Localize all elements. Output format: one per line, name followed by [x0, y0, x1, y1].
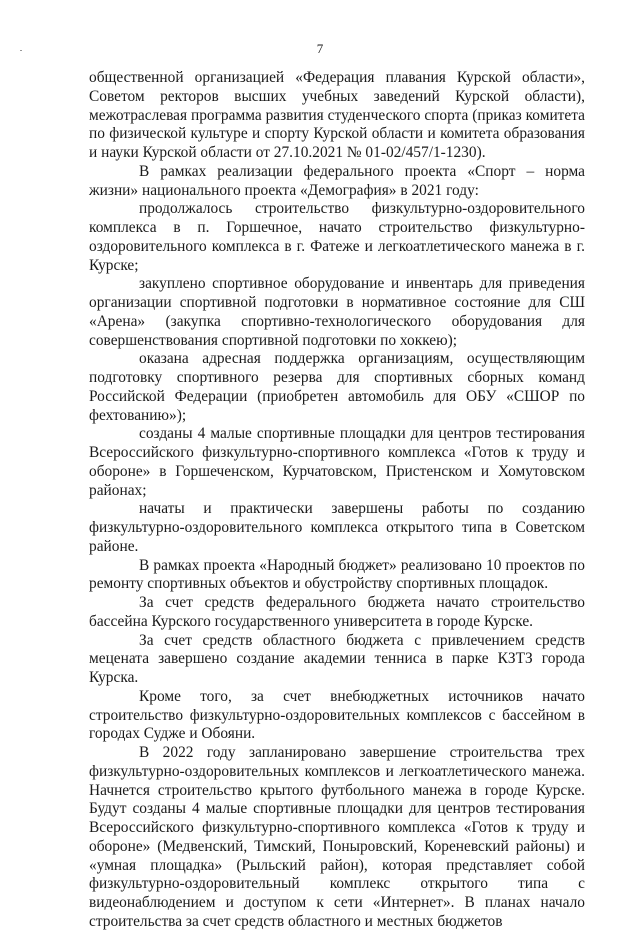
document-body	[89, 69, 585, 932]
paragraph-5: оказана адресная поддержка организациям, осуществляющим подготовку спортивного резерва для спортивных сборных команд Российской Федерации (приобретен автомобиль для ОБУ «СШОР по фехтованию»);	[89, 350, 585, 424]
paragraph-4: закуплено спортивное оборудование и инвентарь для приведения организации спортивной подготовки в нормативное состояние для СШ «Арена» (закупка спортивно-технологического оборудования для совершенствования спортивной подготовки по хоккею);	[89, 275, 585, 349]
paragraph-10: За счет средств областного бюджета с привлечением средств мецената завершено создание академии тенниса в парке КЗТЗ города Курска.	[89, 631, 585, 686]
paragraph-6: созданы 4 малые спортивные площадки для центров тестирования Всероссийского физкультурно-спортивного комплекса «Готов к труду и обороне» в Горшеченском, Курчатовском, Пристенском и Хомутовском районах;	[89, 425, 585, 499]
paragraph-11: Кроме того, за счет внебюджетных источников начато строительство физкультурно-оздоровительных комплексов с бассейном в городах Судже и Обояни.	[89, 687, 585, 743]
paragraph-9: За счет средств федерального бюджета начато строительство бассейна Курского государственного университета в городе Курске.	[89, 594, 585, 630]
paragraph-12: В 2022 году запланировано завершение строительства трех физкультурно-оздоровительных комплексов и легкоатлетического манежа. Начнется строительство крытого футбольного манежа в городе Курске. Будут созданы 4 малые спортивные площадки для центров тестирования Всероссийского физкультурно-спортивного комплекса «Готов к труду и обороне» (Медвенский, Тимский, Поныровский, Кореневский районы) и «умная площадка» (Рыльский район), которая представляет собой физкультурно-оздоровительный комплекс открытого типа с видеонаблюдением и доступом к сети «Интернет». В планах начало строительства за счет средств областного и местных бюджетов	[89, 744, 585, 930]
paragraph-8: В рамках проекта «Народный бюджет» реализовано 10 проектов по ремонту спортивных объектов и обустройству спортивных площадок.	[89, 556, 585, 593]
paragraph-3: продолжалось строительство физкультурно-оздоровительного комплекса в п. Горшечное, начато строительство физкультурно-оздоровительного комплекса в г. Фатеже и легкоатлетического манежа в г. Курске;	[89, 200, 585, 274]
paragraph-1: общественной организацией «Федерация плавания Курской области», Советом ректоров высших учебных заведений Курской области), межотраслевая программа развития студенческого спорта (приказ комитета по физической культуре и спорту Курской области и комитета образования и науки Курской области от 27.10.2021 № 01-02/457/1-1230).	[89, 69, 585, 161]
paragraph-2: В рамках реализации федерального проекта «Спорт – норма жизни» национального проекта «Демография» в 2021 году:	[89, 162, 585, 199]
paragraph-7: начаты и практически завершены работы по созданию физкультурно-оздоровительного комплекса открытого типа в Советском районе.	[89, 500, 585, 555]
page-number: 7	[316, 41, 324, 56]
